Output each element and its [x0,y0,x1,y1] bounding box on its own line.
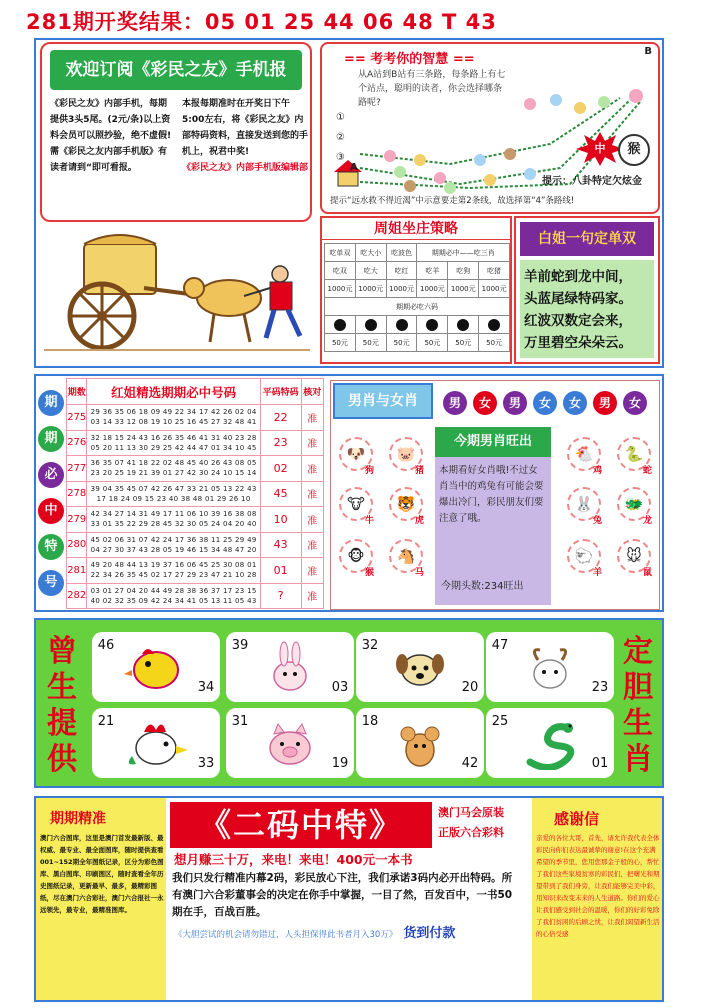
two-code-body: 我们只发行精准内幕2码，彩民放心下注，我们承诺3码内必开出特码。所有澳门六合彩董事会的决定在你手中掌握，一目了然，百发百中，一书50期在手，百战百胜。 [172,872,513,918]
card-number-bottom: 33 [194,752,218,776]
check-mark: 准 [301,405,323,431]
card-number-top: 31 [228,710,252,734]
zodiac-cards-section [34,618,664,788]
ox-cart-icon [44,226,310,366]
gender-badge: 男 [593,391,617,415]
pick-numbers: 32 18 15 24 43 16 26 35 46 41 31 40 23 28 05 20 11 13 30 29 25 42 44 47 01 34 10 45 [87,430,260,456]
goat-icon: 🐑 [567,539,601,573]
card-number-top: 39 [228,634,252,658]
rooster-icon: 🐔 [567,437,601,471]
ox-cart-illustration [44,226,310,366]
hidden-number-dot [396,319,408,331]
number-table-row [67,507,324,533]
number-table-header [67,379,324,405]
zodiac-label: 羊 [593,568,603,578]
card-number-bottom: 03 [328,676,352,700]
baijie-title: 白姐一句定单双 [520,222,654,256]
vertical-label-char: 期 [38,390,64,416]
card-number-top: 21 [94,710,118,734]
special-number: 23 [260,430,301,456]
strategy-cell: 吃大小 [355,244,386,262]
left-vertical-label: 曾 生 提 供 [47,634,77,777]
rabbit-icon: 🐰 [567,487,601,521]
zodiac-label: 狗 [365,466,375,476]
strategy-cell: 1000元 [417,280,448,298]
gender-badge: 女 [623,391,647,415]
zodiac-card [356,632,484,702]
pick-numbers: 42 34 27 14 31 49 17 11 06 10 39 16 38 08 33 01 35 22 29 28 45 32 30 05 24 04 20 40 [87,507,260,533]
hidden-number-dot [334,319,346,331]
header-special: 平码特码 [260,379,301,405]
strategy-cell: 50元 [417,334,448,352]
check-mark: 准 [301,456,323,482]
issue-number: 282 [67,583,87,609]
subscribe-left-text: 《彩民之友》内部手机，每期提供3头5尾。(2元/条)以上资料会员可以照抄验，绝不虚假!需《彩民之友内部手机版》有读者请到“即可看报。 [50,99,172,173]
subscribe-banner: 欢迎订阅《彩民之友》手机报 [50,50,302,90]
puzzle-footer: 提示“远水救不得近渴”中示意要走第2条线，故选择第“4”条路线! [330,196,575,206]
strategy-cell: 1000元 [448,280,479,298]
zodiac-card [226,632,354,702]
issue-number: 276 [67,430,87,456]
puzzle-box [320,42,660,214]
puzzle-point-b: B [644,46,652,57]
gender-badge: 女 [473,391,497,415]
baijie-poem [520,260,654,358]
card-number-bottom: 01 [588,752,612,776]
two-code-footer-text: 《大胆尝试的机会请勿错过，人头担保得此书者月入30万》 [174,930,398,940]
strategy-cell: 吃羊 [417,262,448,280]
check-mark: 准 [301,583,323,609]
thank-you-title: 感谢信 [554,810,600,828]
card-number-bottom: 19 [328,752,352,776]
strategy-cell: 吃双 [325,262,356,280]
pick-numbers: 39 04 35 45 07 42 26 47 33 21 05 13 22 43 17 18 24 09 15 23 40 38 48 01 29 26 10 [87,481,260,507]
strategy-cell: 吃狗 [448,262,479,280]
two-code-ad [166,798,532,1000]
issue-number: 278 [67,481,87,507]
zodiac-label: 鼠 [643,568,653,578]
card-number-bottom: 42 [458,752,482,776]
card-number-top: 46 [94,634,118,658]
header-title: 红姐精选期期必中号码 [87,379,260,405]
card-number-bottom: 34 [194,676,218,700]
dog-icon [386,640,454,694]
thank-you-text: 亲爱的各位大哥，首先，请允许我代表全体彩民向你们表达最诚挚的谢意!在这个充满希望的季节里，您用您那金子般的心，帮忙了我们这些家境贫寒的彩民们，把曙光和期望带到了我们身旁，让我们能够完美中彩，用知识来改变未来的人生道路。你们的爱心让我们感受到社会的温暖，你们的好彩免除了我们贫困的后顾之忧，让我们渴望新生活的心倍受感 [536,834,660,938]
right-vertical-label: 定 胆 生 肖 [623,634,653,777]
zodiac-label: 龙 [643,516,653,526]
subscribe-right-text-a: 本报每期准时在开奖日下午5:00左右，将《彩民之友》内部特码资料，直接发送到您的手机上，祝君中奖! [182,99,309,157]
poem-line: 万里碧空朵朵云。 [524,335,632,351]
two-code-sub1: 澳门马会原装 [438,806,504,819]
header [0,0,702,38]
thank-you-box [532,798,662,1000]
male-female-title: 男肖与女肖 [333,383,433,419]
vertical-label-char: 必 [38,462,64,488]
pig-icon: 🐷 [389,437,423,471]
number-table-row [67,583,324,609]
precision-title: 期期精准 [50,811,106,827]
hidden-number-dot [365,319,377,331]
burst-badge [576,132,624,166]
pig-icon [256,716,324,770]
vertical-label-char: 中 [38,498,64,524]
special-number: 43 [260,532,301,558]
pick-numbers: 29 36 35 06 18 09 49 22 34 17 42 26 02 04 03 14 33 12 08 19 10 25 16 45 27 32 48 41 [87,405,260,431]
header-issue: 期数 [67,379,87,405]
number-table-row [67,558,324,584]
strategy-cell: 吃红 [386,262,417,280]
hidden-number-dot [457,319,469,331]
monkey-icon: 🐵 [339,539,373,573]
today-text: 本期看好女肖哦!不过女肖当中的鸡兔有可能会要爆出冷门，彩民朋友们要注意了哦。 [435,457,551,605]
number-table-row [67,532,324,558]
route-1: ① [336,112,345,123]
two-code-title: 《二码中特》 [170,802,432,848]
special-number: 45 [260,481,301,507]
poem-line: 羊前蛇到龙中间， [524,269,632,285]
ox-icon: 🐮 [339,487,373,521]
zodiac-card [92,632,220,702]
rabbit-icon [256,640,324,694]
mouse-icon [386,716,454,770]
card-number-bottom: 23 [588,676,612,700]
number-table [66,378,324,609]
poem-line: 头蓝尾绿特码家。 [524,291,632,307]
strategy-cell: 期期必中——吃三肖 [417,244,510,262]
special-number: 02 [260,456,301,482]
check-mark: 准 [301,430,323,456]
subscribe-right-text-b: 《彩民之友》内部手机版编辑部 [182,163,309,173]
strategy-cell: 1000元 [325,280,356,298]
cash-on-delivery: 货到付款 [403,926,456,941]
strategy-title: 周姐坐庄策略 [322,218,510,240]
precision-box [36,798,166,1000]
two-code-sub2: 正版六合彩料 [438,826,504,839]
check-mark: 准 [301,532,323,558]
route-numbers [336,108,345,168]
zodiac-card [92,708,220,778]
male-female-box [330,380,660,610]
rat-icon: 🐭 [617,539,651,573]
zodiac-label: 马 [415,568,425,578]
snake-icon: 🐍 [617,437,651,471]
vertical-label-char: 特 [38,534,64,560]
subscribe-box [40,42,312,222]
zodiac-label: 虎 [415,516,425,526]
special-number: ? [260,583,301,609]
subscribe-right-text [182,96,308,176]
strategy-cell: 1000元 [479,280,510,298]
card-number-top: 32 [358,634,382,658]
route-2: ② [336,132,345,143]
number-table-row [67,430,324,456]
pick-numbers: 03 01 27 04 20 44 49 28 38 36 37 17 23 15 40 02 32 35 09 42 24 34 41 05 13 11 05 43 [87,583,260,609]
strategy-box [320,216,512,364]
two-code-slogan: 想月赚三十万，来电！来电！400元一本书 [174,852,413,867]
card-number-top: 47 [488,634,512,658]
strategy-cell: 吃波色 [386,244,417,262]
zodiac-label: 兔 [593,516,603,526]
zodiac-label: 牛 [365,516,375,526]
gender-badge: 女 [533,391,557,415]
zodiac-card [226,708,354,778]
pick-numbers: 49 20 48 44 13 19 37 16 06 45 25 30 08 01 22 34 26 35 45 02 17 27 29 23 47 21 10 28 [87,558,260,584]
chick-icon [122,640,190,694]
zodiac-card [486,632,614,702]
strategy-cell: 50元 [386,334,417,352]
dragon-icon: 🐲 [617,487,651,521]
puzzle-question: 从A站到B站有三条路，每条路上有七个站点，聪明的读者，你会选择哪条路呢? [358,70,506,108]
number-table-row [67,481,324,507]
puzzle-title: == 考考你的智慧 == [344,52,475,67]
strategy-cell: 吃大 [355,262,386,280]
strategy-table [324,243,510,352]
special-number: 22 [260,405,301,431]
today-head: 今期头数:234旺出 [441,581,524,592]
burst-label: 中 [594,142,606,155]
hidden-number-dot [426,319,438,331]
horse-icon: 🐴 [389,539,423,573]
puzzle-point-a: A [350,162,358,173]
zodiac-label: 鸡 [593,466,603,476]
two-code-footer [174,922,455,941]
dog-icon: 🐶 [339,437,373,471]
check-mark: 准 [301,507,323,533]
issue-number: 279 [67,507,87,533]
issue-number: 277 [67,456,87,482]
vertical-label-char: 号 [38,570,64,596]
strategy-cell: 吃单双 [325,244,356,262]
issue-number: 280 [67,532,87,558]
strategy-cell: 1000元 [355,280,386,298]
zodiac-label: 蛇 [643,466,653,476]
issue-number: 275 [67,405,87,431]
route-3: ③ [336,152,345,163]
tiger-icon: 🐯 [389,487,423,521]
today-title: 今期男肖旺出 [435,427,551,457]
precision-text: 澳门六合图库，这里是澳门首发最新版、最权威、最专业、最全面图库，随时提供查看001~152期全年图纸记录，区分为彩色图库、黑白图库、印刷图区，随时查看全年历史图纸记录，更新最早、最多，最精彩图纸，尽在澳门六合彩社，澳门六合报社一永远领先，最专业，最精准图库。 [40,834,164,914]
check-mark: 准 [301,481,323,507]
gender-badge: 男 [443,391,467,415]
strategy-cell: 期期必吃六码 [325,298,510,316]
pick-numbers: 36 35 07 41 18 22 02 48 45 40 26 43 08 05 23 20 25 19 21 39 01 27 42 30 24 10 15 14 [87,456,260,482]
strategy-cell: 1000元 [386,280,417,298]
answer-circle: 猴 [618,134,650,166]
number-table-box [66,378,324,608]
snake-icon [516,716,584,770]
hidden-number-dot [488,319,500,331]
zodiac-label: 猴 [365,568,375,578]
special-number: 01 [260,558,301,584]
strategy-cell: 吃猪 [479,262,510,280]
zodiac-card [356,708,484,778]
gender-badge: 男 [503,391,527,415]
number-table-row [67,405,324,431]
poem-line: 红波双数定会来， [524,313,632,329]
special-number: 10 [260,507,301,533]
strategy-cell: 50元 [355,334,386,352]
pick-numbers: 45 02 06 31 07 42 24 17 36 38 11 25 29 49 04 27 30 37 43 28 05 19 46 15 34 48 47 20 [87,532,260,558]
gender-badge: 女 [563,391,587,415]
zodiac-label: 猪 [415,466,425,476]
issue-number: 281 [67,558,87,584]
card-number-top: 25 [488,710,512,734]
strategy-cell: 50元 [325,334,356,352]
header-check: 核对 [301,379,323,405]
vertical-label-char: 期 [38,426,64,452]
check-mark: 准 [301,558,323,584]
draw-result-title: 281期开奖结果：05 01 25 44 06 48 T 43 [26,10,497,34]
strategy-cell: 50元 [448,334,479,352]
card-number-bottom: 20 [458,676,482,700]
strategy-cell: 50元 [479,334,510,352]
rooster-icon [122,716,190,770]
baijie-box [514,216,660,364]
puzzle-hint: 提示：八卦特定欠炫金 [542,176,642,187]
zodiac-card [486,708,614,778]
number-table-row [67,456,324,482]
goat-icon [516,640,584,694]
card-number-top: 18 [358,710,382,734]
